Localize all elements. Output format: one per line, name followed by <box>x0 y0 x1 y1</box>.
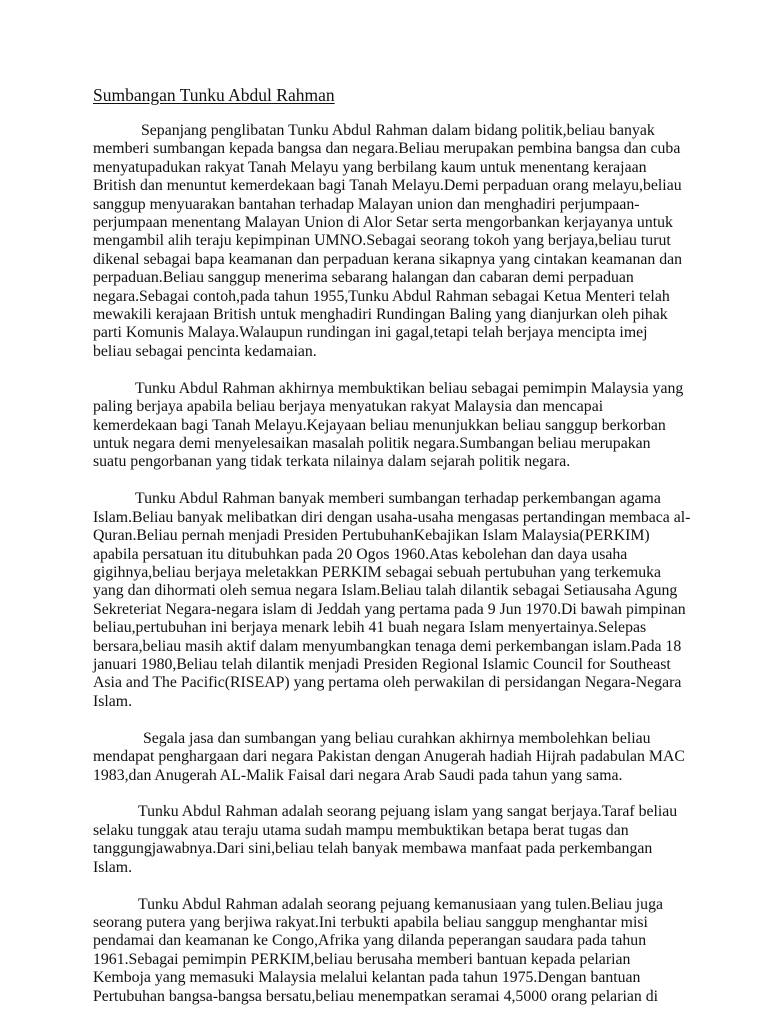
text-line: apabila persatuan itu ditubuhkan pada 20 Ogos 1960.Atas kebolehan dan daya usaha <box>93 545 628 563</box>
text-line: Islam.Beliau banyak melibatkan diri dengan usaha-usaha mengasas pertandingan membaca al- <box>93 508 691 526</box>
text-line: untuk negara demi menyelesaikan masalah politik negara.Sumbangan beliau merupakan <box>93 435 651 452</box>
text-line: Pertubuhan bangsa-bangsa bersatu,beliau menempatkan seramai 4,5000 orang pelarian di <box>93 987 658 1005</box>
text-line: januari 1980,Beliau telah dilantik menjadi Presiden Regional Islamic Council for Southeast <box>93 655 671 673</box>
text-line: Tunku Abdul Rahman adalah seorang pejuang kemanusiaan yang tulen.Beliau juga <box>138 895 663 913</box>
text-line: menyatupadukan rakyat Tanah Melayu yang berbilang kaum untuk menentang kerajaan <box>93 158 647 176</box>
text-line: gigihnya,beliau berjaya meletakkan PERKIM sebagai sebuah pertubuhan yang terkemuka <box>93 563 662 581</box>
text-line: tanggungjawabnya.Dari sini,beliau telah banyak membawa manfaat pada perkembangan <box>93 840 653 858</box>
text-line: Tunku Abdul Rahman adalah seorang pejuang islam yang sangat berjaya.Taraf beliau <box>138 803 678 821</box>
text-line: kemerdekaan bagi Tanah Melayu.Kejayaan beliau menunjukkan beliau sanggup berkorban <box>93 416 666 434</box>
paragraph-4 <box>93 729 685 785</box>
document-body <box>93 122 691 1006</box>
text-line: dikenal sebagai bapa keamanan dan perpaduan kerana sikapnya yang cintakan keamanan dan <box>93 250 683 268</box>
paragraph-3 <box>93 490 691 711</box>
text-line: 1961.Sebagai pemimpin PERKIM,beliau berusaha memberi bantuan kepada pelarian <box>93 950 631 968</box>
text-line: Islam. <box>93 858 133 876</box>
text-line: Kemboja yang memasuki Malaysia melalui kelantan pada tahun 1975.Dengan bantuan <box>93 969 641 987</box>
text-line: seorang putera yang berjiwa rakyat.Ini terbukti apabila beliau sanggup menghantar misi <box>93 913 648 931</box>
text-line: 1983,dan Anugerah AL-Malik Faisal dari negara Arab Saudi pada tahun yang sama. <box>93 766 623 784</box>
text-line: Sekreteriat Negara-negara islam di Jeddah yang pertama pada 9 Jun 1970.Di bawah pimpinan <box>93 600 686 618</box>
paragraph-6 <box>93 896 675 1006</box>
document-page <box>93 84 691 1024</box>
text-line: negara.Sebagai contoh,pada tahun 1955,Tunku Abdul Rahman sebagai Ketua Menteri telah <box>93 287 670 305</box>
text-line: bersara,beliau masih aktif dalam menyumbangkan tenaga demi perkembangan islam.Pada 18 <box>93 637 682 655</box>
text-line: perjumpaan menentang Malayan Union di Alor Setar serta mengorbankan kerjayanya untuk <box>93 214 673 232</box>
text-line: memberi sumbangan kepada bangsa dan negara.Beliau merupakan pembina bangsa dan cuba <box>93 140 681 158</box>
text-line: suatu pengorbanan yang tidak terkata nilainya dalam sejarah politik negara. <box>93 453 571 471</box>
text-line: mewakili kerajaan British untuk menghadiri Rundingan Baling yang dianjurkan oleh pihak <box>93 306 668 324</box>
paragraph-1 <box>93 122 683 361</box>
text-line: yang dan dihormati oleh semua negara Islam.Beliau talah dilantik sebagai Setiausaha Agung <box>93 582 678 600</box>
paragraph-5 <box>93 803 678 877</box>
text-line: Asia and The Pacific(RISEAP) yang pertama oleh perwakilan di persidangan Negara-Negara <box>93 674 682 692</box>
text-line: mendapat penghargaan dari negara Pakistan dengan Anugerah hadiah Hijrah padabulan MAC <box>93 748 685 766</box>
text-line: Quran.Beliau pernah menjadi Presiden PertubuhanKebajikan Islam Malaysia(PERKIM) <box>93 527 650 545</box>
text-line: Tunku Abdul Rahman banyak memberi sumbangan terhadap perkembangan agama <box>135 490 661 508</box>
text-line: perpaduan.Beliau sanggup menerima sebarang halangan dan cabaran demi perpaduan <box>93 269 634 287</box>
text-line: paling berjaya apabila beliau berjaya menyatukan rakyat Malaysia dan mencapai <box>93 398 604 416</box>
paragraph-2 <box>93 379 684 472</box>
text-line: sanggup menyuarakan bantahan terhadap Malayan union dan menghadiri perjumpaan- <box>93 195 640 213</box>
text-line: beliau,pertubuhan ini berjaya menark lebih 41 buah negara Islam menyertainya.Selepas <box>93 619 647 637</box>
text-line: Islam. <box>93 692 133 710</box>
text-line: Tunku Abdul Rahman akhirnya membuktikan beliau sebagai pemimpin Malaysia yang <box>135 379 684 397</box>
text-line: British dan menuntut kemerdekaan bagi Tanah Melayu.Demi perpaduan orang melayu,beliau <box>93 177 682 195</box>
text-line: Sepanjang penglibatan Tunku Abdul Rahman dalam bidang politik,beliau banyak <box>141 122 655 139</box>
text-line: parti Komunis Malaya.Walaupun rundingan ini gagal,tetapi telah berjaya mencipta imej <box>93 324 648 342</box>
document-title: Sumbangan Tunku Abdul Rahman <box>93 85 335 105</box>
text-line: beliau sebagai pencinta kedamaian. <box>93 342 317 360</box>
text-line: pendamai dan keamanan ke Congo,Afrika yang dilanda peperangan saudara pada tahun <box>93 932 647 950</box>
text-line: Segala jasa dan sumbangan yang beliau curahkan akhirnya membolehkan beliau <box>143 729 651 747</box>
text-line: selaku tunggak atau teraju utama sudah mampu membuktikan betapa berat tugas dan <box>93 821 629 839</box>
text-line: mengambil alih teraju kepimpinan UMNO.Sebagai seorang tokoh yang berjaya,beliau turut <box>93 232 671 250</box>
